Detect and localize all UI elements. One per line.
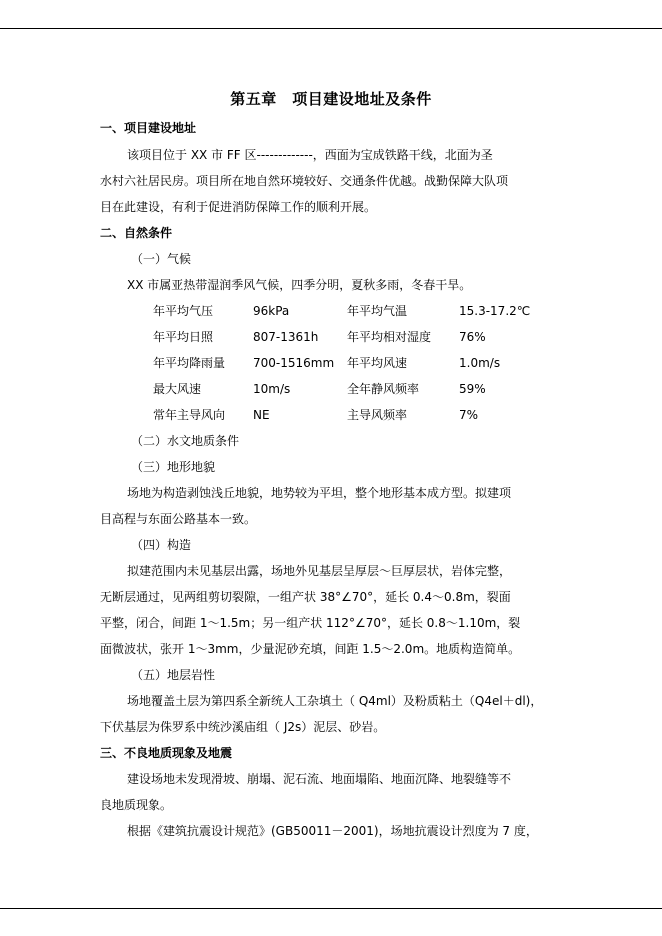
param-label: 常年主导风向 (153, 408, 226, 422)
param-label: 年平均日照 (153, 330, 214, 344)
paragraph-line: 目在此建设，有利于促进消防保障工作的顺利开展。 (100, 200, 377, 214)
param-label: 主导风频率 (347, 408, 408, 422)
param-label: 年平均气压 (153, 304, 214, 318)
param-value: 15.3-17.2℃ (459, 304, 531, 318)
paragraph-line: 无断层通过，见两组剪切裂隙，一组产状 38°∠70°，延长 0.4～0.8m，裂面 (100, 590, 511, 604)
param-label: 年平均降雨量 (153, 356, 226, 370)
footer-rule (0, 908, 662, 909)
paragraph-line: 拟建范围内未见基层出露，场地外见基层呈厚层～巨厚层状，岩体完整， (127, 564, 512, 578)
param-value: 807-1361h (253, 330, 319, 344)
paragraph-line: 建设场地未发现滑坡、崩塌、泥石流、地面塌陷、地面沉降、地裂缝等不 (127, 772, 512, 786)
section-heading-site: 一、项目建设地址 (100, 121, 197, 135)
param-label: 年平均相对湿度 (347, 330, 432, 344)
param-value: NE (253, 408, 270, 422)
section-heading-geohazard: 三、不良地质现象及地震 (100, 746, 233, 760)
paragraph-line: 该项目位于 XX 市 FF 区-------------，西面为宝成铁路干线，北面为圣 (127, 148, 493, 162)
section-heading-natural: 二、自然条件 (100, 226, 173, 240)
paragraph-line: 面微波状，张开 1～3mm，少量泥砂充填，间距 1.5～2.0m。地质构造简单。 (100, 642, 521, 656)
subheading-climate: （一）气候 (131, 252, 192, 266)
param-label: 最大风速 (153, 382, 202, 396)
subheading-strata: （五）地层岩性 (131, 668, 216, 682)
subheading-structure: （四）构造 (131, 538, 192, 552)
paragraph-line: 下伏基层为侏罗系中统沙溪庙组（ J2s）泥层、砂岩。 (100, 720, 386, 734)
paragraph-line: 目高程与东面公路基本一致。 (100, 512, 257, 526)
param-value: 59% (459, 382, 486, 396)
chapter-title: 第五章 项目建设地址及条件 (230, 90, 432, 108)
param-value: 96kPa (253, 304, 290, 318)
param-label: 年平均风速 (347, 356, 408, 370)
subheading-hydrogeology: （二）水文地质条件 (131, 434, 240, 448)
param-value: 76% (459, 330, 486, 344)
param-value: 1.0m/s (459, 356, 501, 370)
subheading-terrain: （三）地形地貌 (131, 460, 216, 474)
paragraph-line: 场地覆盖土层为第四系全新统人工杂填土（ Q4ml）及粉质粘土（Q4el＋dl)， (127, 694, 543, 708)
param-label: 全年静风频率 (347, 382, 420, 396)
header-rule (0, 28, 662, 29)
paragraph-line: 场地为构造剥蚀浅丘地貌，地势较为平坦，整个地形基本成方型。拟建项 (127, 486, 512, 500)
paragraph-line: 根据《建筑抗震设计规范》(GB50011－2001)，场地抗震设计烈度为 7 度， (127, 824, 538, 838)
paragraph-line: 平整，闭合，间距 1～1.5m；另一组产状 112°∠70°，延长 0.8～1.10m，裂 (100, 616, 521, 630)
param-value: 10m/s (253, 382, 291, 396)
param-label: 年平均气温 (347, 304, 408, 318)
param-value: 7% (459, 408, 479, 422)
param-value: 700-1516mm (253, 356, 335, 370)
paragraph-line: 水村六社居民房。项目所在地自然环境较好、交通条件优越。战勤保障大队项 (100, 174, 509, 188)
paragraph-line: 良地质现象。 (100, 798, 173, 812)
climate-intro: XX 市属亚热带湿润季风气候，四季分明，夏秋多雨，冬春干旱。 (127, 278, 472, 292)
